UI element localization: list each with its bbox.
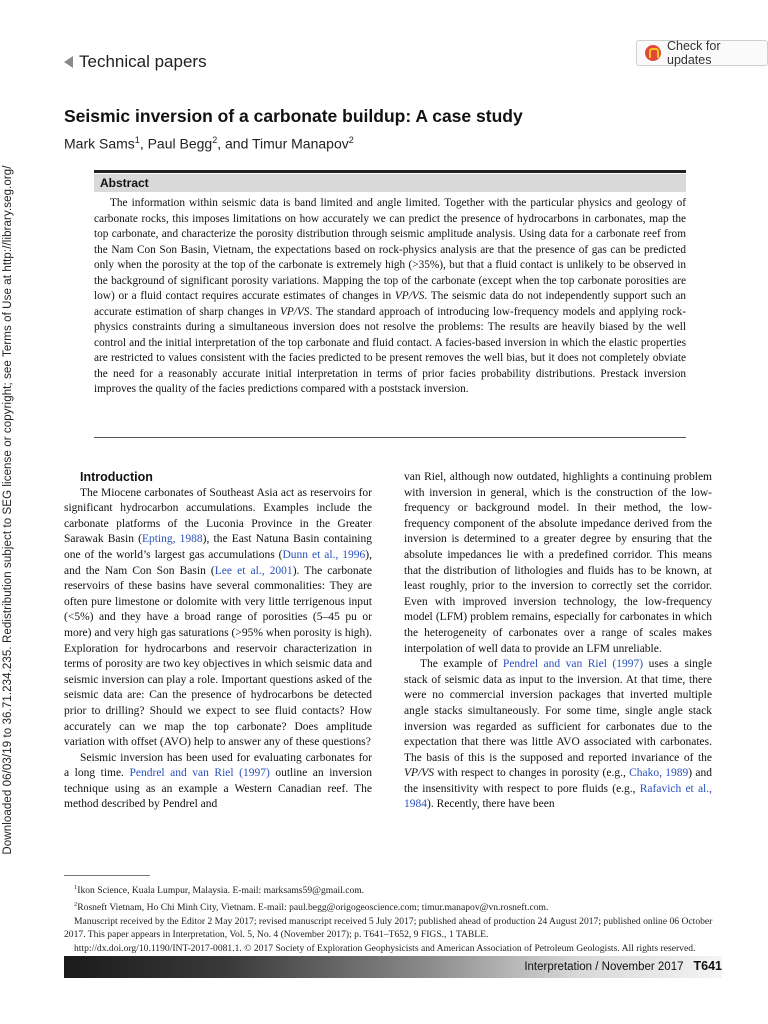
citation-link[interactable]: Rafavich et al., 1984 [404, 782, 713, 811]
paragraph-text: ), the East Natuna Basin containing one of the world’s largest gas accumulations ( [64, 533, 372, 561]
affiliation-mark: 1 [134, 135, 140, 145]
paragraph [64, 486, 372, 751]
affiliation-mark: 2 [348, 135, 354, 145]
abstract-body [94, 196, 686, 398]
journal-issue: Interpretation / November 2017 [524, 961, 684, 973]
vpvs-ratio: VP/VS [394, 290, 425, 302]
paragraph-text: Seismic inversion has been used for evaluating carbonates for a long time. [64, 751, 372, 780]
manuscript-note: Manuscript received by the Editor 2 May 2017; revised manuscript received 5 July 2017; published ahead of production 24 August 2017; published online 06 October 2017. This paper appears in Interpretation, Vol. 5, No. 4 (November 2017); p. T641–T652, 9 FIGS., 1 TABLE. [64, 915, 713, 941]
abstract-top-rule [94, 170, 686, 173]
download-note: Downloaded 06/03/19 to 36.71.234.235. Redistribution subject to SEG license or copyright; see Terms of Use at http://library.seg.org/ [2, 165, 14, 855]
footnote-rule [64, 875, 150, 876]
page-number: T641 [693, 959, 722, 973]
triangle-left-icon [64, 56, 73, 68]
abstract-text: . The seismic data do not independently support such an accurate estimation of sharp changes in [94, 290, 686, 318]
abstract-heading: Abstract [94, 174, 686, 192]
citation-link[interactable]: Lee et al., 2001 [214, 564, 293, 577]
article-title: Seismic inversion of a carbonate buildup: A case study [64, 106, 523, 126]
citation-link[interactable]: Pendrel and van Riel (1997) [502, 658, 644, 671]
footnote-mark: 2 [74, 900, 78, 908]
citation-link[interactable]: Epting, 1988 [141, 533, 203, 546]
paragraph-text: ). Recently, there have been [427, 798, 555, 811]
paragraph-text: ). The carbonate reservoirs of these basins have several commonalities: They are often pure limestone or dolomite with very little terrigenous input (<5%) and they have a broad range of porosities (5–45 pu or more) and very high gas saturations (>95% when porosity is high). Exploration for hydrocarbons and reservoir characterization in terms of porosity are two key objectives in which seismic data and seismic inversion can play a role. Important questions asked of the seismic data are: Can the presence of hydrocarbons be detected prior to drilling? Should we expect to see fluid contacts? How accurately can we map the top carbonate? Does amplitude variation with offset (AVO) help to answer any of these questions? [64, 564, 372, 749]
footnote-affiliation-2 [64, 898, 724, 915]
author-list [64, 135, 354, 152]
paragraph-text: The Miocene carbonates of Southeast Asia act as reservoirs for significant hydrocarbon accumulations. Examples include the carbonate platforms of the Luconia Province in the Greater Sarawak Basin ( [64, 486, 372, 546]
introduction-heading: Introduction [80, 470, 153, 484]
citation-link[interactable]: Chako, 1989 [629, 767, 689, 780]
footer-info [524, 959, 722, 973]
paragraph-text: The example of [420, 658, 503, 671]
paragraph-text: with respect to changes in porosity (e.g., [434, 767, 630, 780]
abstract-bottom-rule [94, 437, 686, 438]
check-for-updates-label: Check for updates [667, 39, 721, 67]
vpvs-ratio: VP/VS [404, 767, 435, 780]
paragraph-text: ) and the insensitivity with respect to pore fluids (e.g., [404, 767, 712, 795]
citation-link[interactable]: Dunn et al., 1996 [282, 548, 366, 561]
paragraph-text: outline an inversion technique using as an example a Western Canadian reef. The method described by Pendrel and [64, 767, 372, 811]
paragraph-text: uses a single stack of seismic data as input to the inversion. At that time, there were no commercial inversion packages that inverted multiple angle stacks simultaneously. For some time, single angle stack inversion was regarded as sufficient for carbonates due to the expectation that there was little AVO associated with carbonates. The basis of this is the supposed and reported invariance of the [404, 658, 712, 764]
paragraph: van Riel, although now outdated, highlights a continuing problem with inversion in general, which is the construction of the low-frequency or background model. In their method, the low-frequency component of the absolute impedance derived from the inversion is determined to a greater degree by ensuring that the absolute impedances lie with a predefined corridor. This means that the distribution of lithologies and fluids has to be known, at least roughly, prior to the inversion to correctly set the corridor. Even with improved inversion technology, the low-frequency model (LFM) problem remains, especially for carbonates in which the heterogeneity of carbonates over a range of scales makes interpolation of well data to provide an LFM unreliable. [404, 471, 712, 655]
section-label-text: Technical papers [79, 52, 207, 71]
left-column [64, 470, 372, 813]
footnote-text: Rosneft Vietnam, Ho Chi Minh City, Vietnam. E-mail: paul.begg@origogeoscience.com; timur.manapov@vn.rosneft.com. [77, 901, 549, 913]
citation-link[interactable]: Pendrel and van Riel (1997) [129, 767, 270, 780]
footnote-text: Ikon Science, Kuala Lumpur, Malaysia. E-mail: marksams59@gmail.com. [77, 885, 365, 897]
abstract-text: . The standard approach of introducing low-frequency models and applying rock-physics constraints during a simultaneous inversion does not resolve the problems: The results are heavily biased by the well control and the initial interpretation of the top carbonate and fluid contact. A facies-based inversion in which the elastic properties are restricted to values consistent with the facies predicted to be present removes the well bias, but it does not completely obviate the need for a reasonably accurate initial interpretation in terms of prior facies probability distributions. Prestack inversion improves the quality of the facies predictions compared with a poststack inversion. [94, 305, 686, 395]
right-column [404, 470, 712, 813]
author-name: Mark Sams [64, 135, 135, 152]
footnote-affiliation-1 [64, 881, 724, 898]
footnote-mark: 1 [74, 884, 78, 891]
section-label[interactable] [64, 52, 207, 72]
paragraph [64, 751, 372, 813]
updates-badge-icon [645, 45, 661, 61]
footnotes [64, 881, 724, 955]
paragraph-text: ), and the Nam Con Son Basin ( [64, 548, 373, 577]
author-name: , and Timur Manapov [217, 135, 349, 152]
paragraph [404, 657, 712, 813]
check-for-updates-button[interactable] [636, 40, 768, 66]
doi-copyright: http://dx.doi.org/10.1190/INT-2017-0081.1. © 2017 Society of Exploration Geophysicists and American Association of Petroleum Geologists. All rights reserved. [74, 942, 696, 954]
author-name: , Paul Begg [139, 135, 213, 152]
vpvs-ratio: VP/VS [279, 305, 310, 318]
abstract-text: The information within seismic data is band limited and angle limited. Together with the particular physics and geology of carbonate rocks, this imposes limitations on how accurately we can predict the presence of hydrocarbons in carbonates, map the top carbonate, and characterize the porosity distribution through seismic amplitude analysis. Using data for a carbonate reef from the Nam Con Son Basin, Vietnam, the expectations based on rock-physics analysis are that the presence of gas can be predicted only when the porosity at the top of the carbonate is extremely high (>35%), but that a fluid contact is unlikely to be observed in the background of significant porosity variations. Mapping the top of the carbonate (except when the top carbonate porosities are low) or a fluid contact requires accurate estimates of changes in [94, 197, 686, 302]
affiliation-mark: 2 [212, 135, 218, 145]
